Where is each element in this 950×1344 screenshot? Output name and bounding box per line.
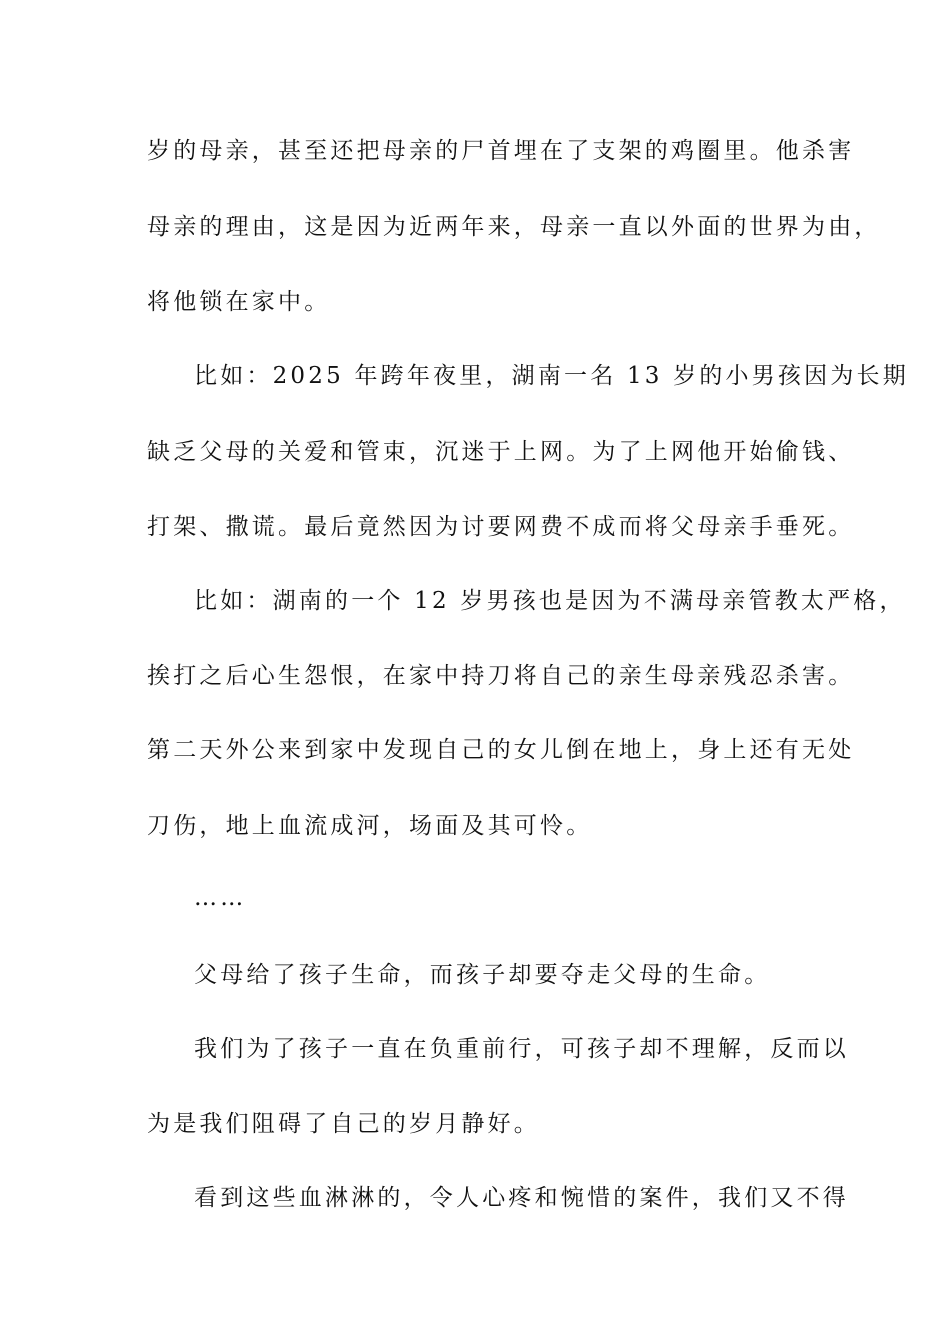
text-line: 挨打之后心生怨恨，在家中持刀将自己的亲生母亲残忍杀害。 <box>147 663 855 689</box>
text-line: 将他锁在家中。 <box>147 289 331 315</box>
ellipsis-line: …… <box>194 885 247 911</box>
text-line: 刀伤，地上血流成河，场面及其可怜。 <box>147 813 593 839</box>
text-line: 打架、撒谎。最后竟然因为讨要网费不成而将父母亲手垂死。 <box>147 514 855 540</box>
text-line: 母亲的理由，这是因为近两年来，母亲一直以外面的世界为由， <box>147 214 881 240</box>
text-line: 比如：湖南的一个 12 岁男孩也是因为不满母亲管教太严格， <box>194 588 906 614</box>
text-line: 第二天外公来到家中发现自己的女儿倒在地上，身上还有无处 <box>147 737 855 763</box>
text-line: 缺乏父母的关爱和管束，沉迷于上网。为了上网他开始偷钱、 <box>147 439 855 465</box>
text-line: 我们为了孩子一直在负重前行，可孩子却不理解，反而以 <box>194 1036 849 1062</box>
text-line: 看到这些血淋淋的，令人心疼和惋惜的案件，我们又不得 <box>194 1185 849 1211</box>
text-line: 比如：2025 年跨年夜里，湖南一名 13 岁的小男孩因为长期 <box>194 363 909 389</box>
text-line: 父母给了孩子生命，而孩子却要夺走父母的生命。 <box>194 962 771 988</box>
text-line: 岁的母亲，甚至还把母亲的尸首埋在了支架的鸡圈里。他杀害 <box>147 138 855 164</box>
text-line: 为是我们阻碍了自己的岁月静好。 <box>147 1111 540 1137</box>
